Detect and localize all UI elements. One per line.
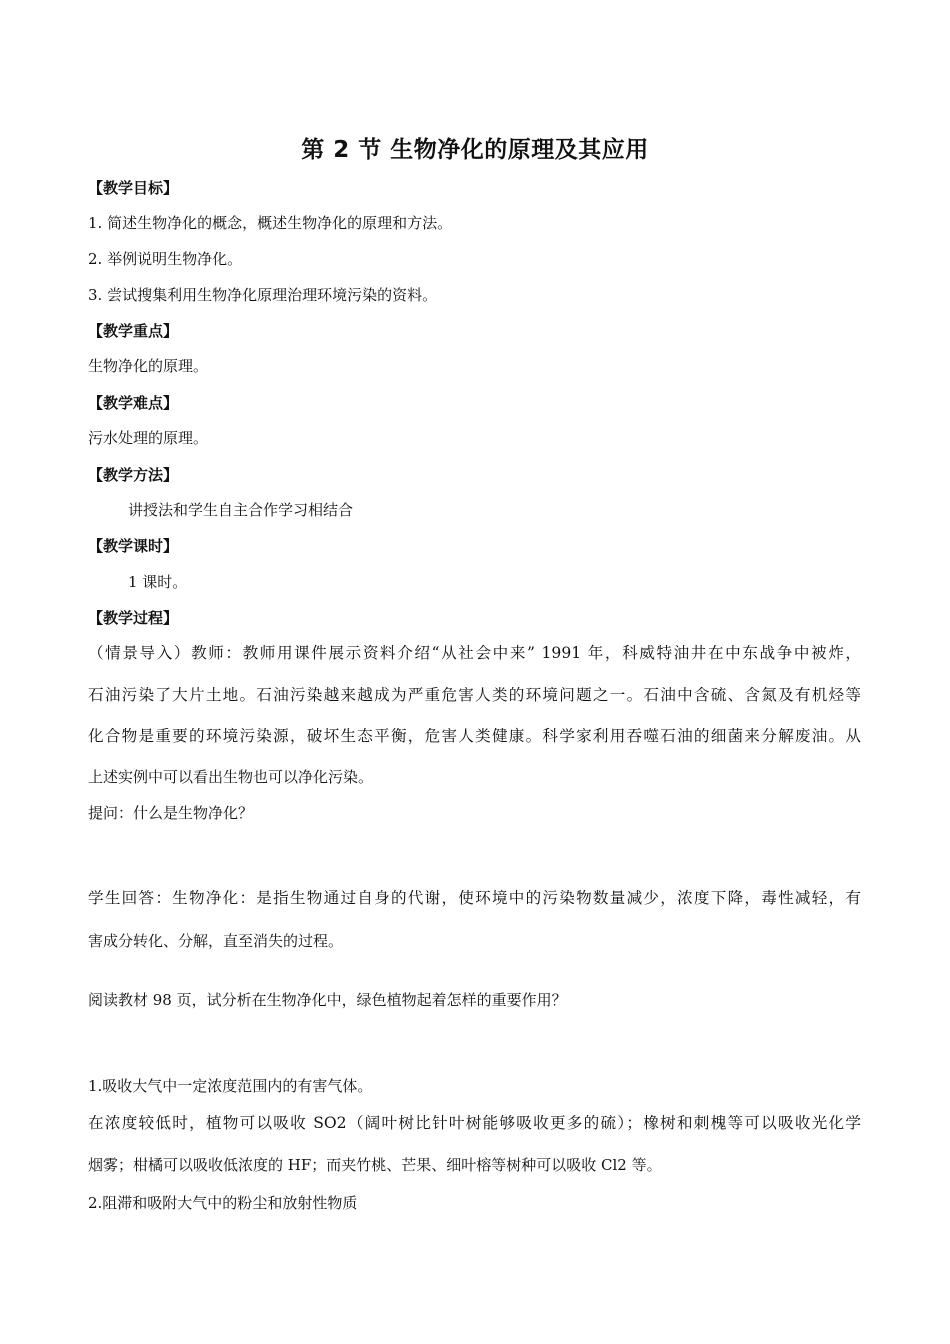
intro-paragraph-line: 化合物是重要的环境污染源，破坏生态平衡，危害人类健康。科学家利用吞噬石油的细菌来分解废油。从: [88, 727, 861, 745]
answer-paragraph-line: 害成分转化、分解，直至消失的过程。: [88, 932, 344, 950]
page-title: 第 2 节 生物净化的原理及其应用: [301, 137, 649, 163]
point-1-detail-line: 在浓度较低时，植物可以吸收 SO2（阔叶树比针叶树能够吸收更多的硫）；橡树和刺槐等可以吸收光化学: [88, 1114, 861, 1132]
goals-heading: 【教学目标】: [88, 179, 179, 197]
method-text: 讲授法和学生自主合作学习相结合: [128, 501, 354, 519]
intro-paragraph-line: 石油污染了大片土地。石油污染越来越成为严重危害人类的环境问题之一。石油中含硫、含氮及有机烃等: [88, 686, 861, 704]
hours-text: 1 课时。: [128, 573, 188, 591]
point-1-heading: 1.吸收大气中一定浓度范围内的有害气体。: [88, 1077, 373, 1095]
goal-item-1: 1. 简述生物净化的概念，概述生物净化的原理和方法。: [88, 214, 453, 232]
goal-item-2: 2. 举例说明生物净化。: [88, 250, 243, 268]
question-text: 提问：什么是生物净化？: [88, 804, 254, 822]
key-points-heading: 【教学重点】: [88, 322, 179, 340]
process-heading: 【教学过程】: [88, 609, 179, 627]
difficulty-text: 污水处理的原理。: [88, 429, 209, 447]
point-1-detail-line: 烟雾；柑橘可以吸收低浓度的 HF；而夹竹桃、芒果、细叶榕等树种可以吸收 Cl2 等。: [88, 1156, 662, 1174]
method-heading: 【教学方法】: [88, 466, 179, 484]
difficulty-heading: 【教学难点】: [88, 394, 179, 412]
key-points-text: 生物净化的原理。: [88, 357, 209, 375]
hours-heading: 【教学课时】: [88, 537, 179, 555]
intro-paragraph-line: （情景导入）教师：教师用课件展示资料介绍“从社会中来” 1991 年，科威特油井在中东战争中被炸，: [88, 644, 861, 662]
reading-task-text: 阅读教材 98 页，试分析在生物净化中，绿色植物起着怎样的重要作用？: [88, 991, 567, 1009]
intro-paragraph-line: 上述实例中可以看出生物也可以净化污染。: [88, 768, 374, 786]
point-2-heading: 2.阻滞和吸附大气中的粉尘和放射性物质: [88, 1194, 358, 1212]
answer-paragraph-line: 学生回答：生物净化：是指生物通过自身的代谢，使环境中的污染物数量减少，浓度下降，毒性减轻，有: [88, 889, 861, 907]
goal-item-3: 3. 尝试搜集利用生物净化原理治理环境污染的资料。: [88, 286, 438, 304]
